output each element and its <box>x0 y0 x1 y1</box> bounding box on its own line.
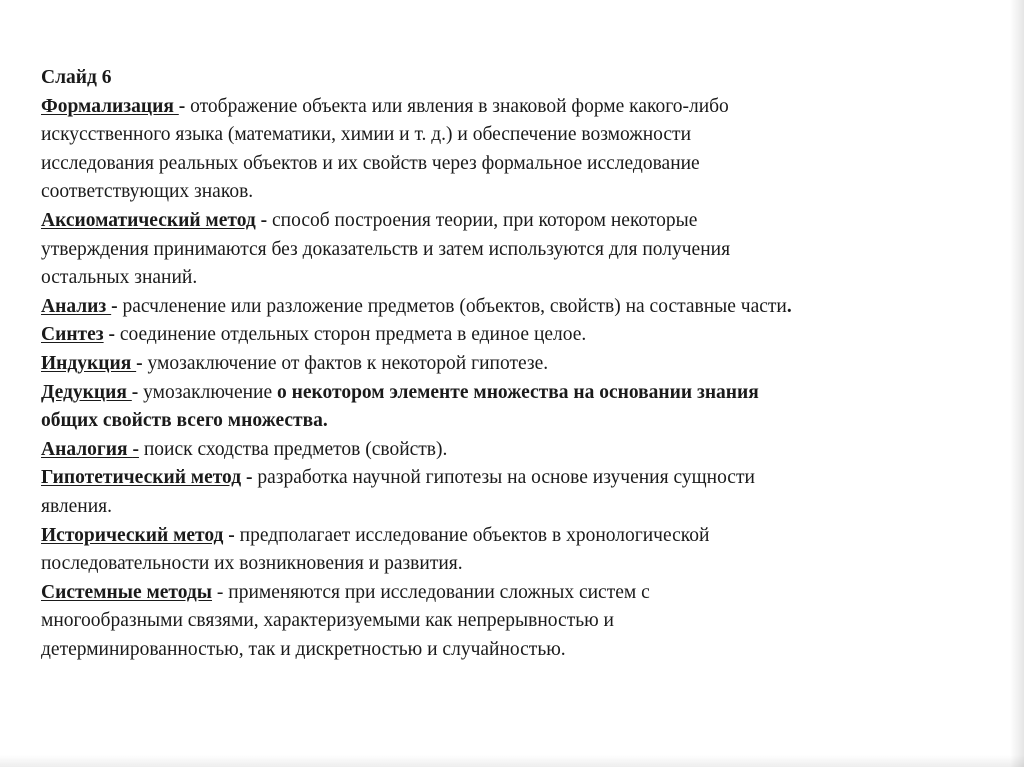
text-line: утверждения принимаются без доказательств и затем используются для получения <box>41 238 731 260</box>
term-system-methods: Системные методы <box>41 581 213 603</box>
term-dash: - <box>136 352 143 374</box>
definition-text: расчленение или разложение предметов (объектов, свойств) на составные части <box>117 295 787 317</box>
definition-text: соединение отдельных сторон предмета в единое целое. <box>115 324 587 346</box>
term-dash: - <box>178 95 186 117</box>
term-dash: - <box>131 381 139 403</box>
text-line: детерминированностью, так и дискретностью и случайностью. <box>41 638 566 660</box>
text-line: остальных знаний. <box>41 267 198 289</box>
text-line: исследования реальных объектов и их свойств через формальное исследование <box>41 152 700 174</box>
definition-text: разработка научной гипотезы на основе изучения сущности <box>252 467 755 489</box>
text-line-bold: общих свойств всего множества. <box>41 410 328 432</box>
text-line: последовательности их возникновения и развития. <box>41 553 463 575</box>
term-dash: - <box>241 467 253 489</box>
term-analysis: Анализ <box>41 295 112 317</box>
term-synthesis: Синтез <box>41 324 104 346</box>
slide-body <box>41 64 1001 664</box>
term-dash: - <box>255 209 268 231</box>
term-dash: - <box>223 524 235 546</box>
term-deduction: Дедукция <box>41 381 132 403</box>
definition-text: умозаключение <box>138 381 278 403</box>
definition-analysis <box>41 293 1001 322</box>
definition-formalization <box>41 93 1001 122</box>
definition-synthesis <box>41 321 1001 350</box>
slide-bottom-shadow <box>0 755 1024 767</box>
definition-emphasis: о некотором элементе множества на основании знания <box>277 381 759 403</box>
definition-axiomatic-method <box>41 207 1001 236</box>
term-formalization: Формализация <box>41 95 179 117</box>
term-analogy: Аналогия <box>41 438 133 460</box>
definition-hypothetical-method <box>41 464 1001 493</box>
definition-text: предполагает исследование объектов в хронологической <box>234 524 710 546</box>
text-line: многообразными связями, характеризуемыми как непрерывностью и <box>41 610 614 632</box>
slide-title: Слайд 6 <box>41 67 112 88</box>
definition-end: . <box>786 295 792 317</box>
term-dash: - <box>132 438 139 460</box>
definition-analogy <box>41 436 1001 465</box>
term-induction: Индукция <box>41 352 137 374</box>
term-dash: - <box>103 324 115 346</box>
term-dash: - <box>111 295 118 317</box>
text-line: искусственного языка (математики, химии и т. д.) и обеспечение возможности <box>41 124 692 146</box>
text-line: явления. <box>41 495 113 517</box>
definition-text: поиск сходства предметов (свойств). <box>138 438 448 460</box>
slide-edge-shadow <box>1010 0 1024 767</box>
definition-system-methods <box>41 579 1001 608</box>
term-hypothetical-method: Гипотетический метод <box>41 467 242 489</box>
definition-text: способ построения теории, при котором некоторые <box>267 209 698 231</box>
text-line: соответствующих знаков. <box>41 181 254 203</box>
definition-historical-method <box>41 522 1001 551</box>
definition-text: - применяются при исследовании сложных систем с <box>212 581 650 603</box>
term-axiomatic-method: Аксиоматический метод <box>41 209 256 231</box>
definition-text: умозаключение от фактов к некоторой гипотезе. <box>142 352 549 374</box>
definition-induction <box>41 350 1001 379</box>
definition-deduction <box>41 379 1001 408</box>
term-historical-method: Исторический метод <box>41 524 224 546</box>
definition-text: отображение объекта или явления в знаковой форме какого-либо <box>185 95 729 117</box>
